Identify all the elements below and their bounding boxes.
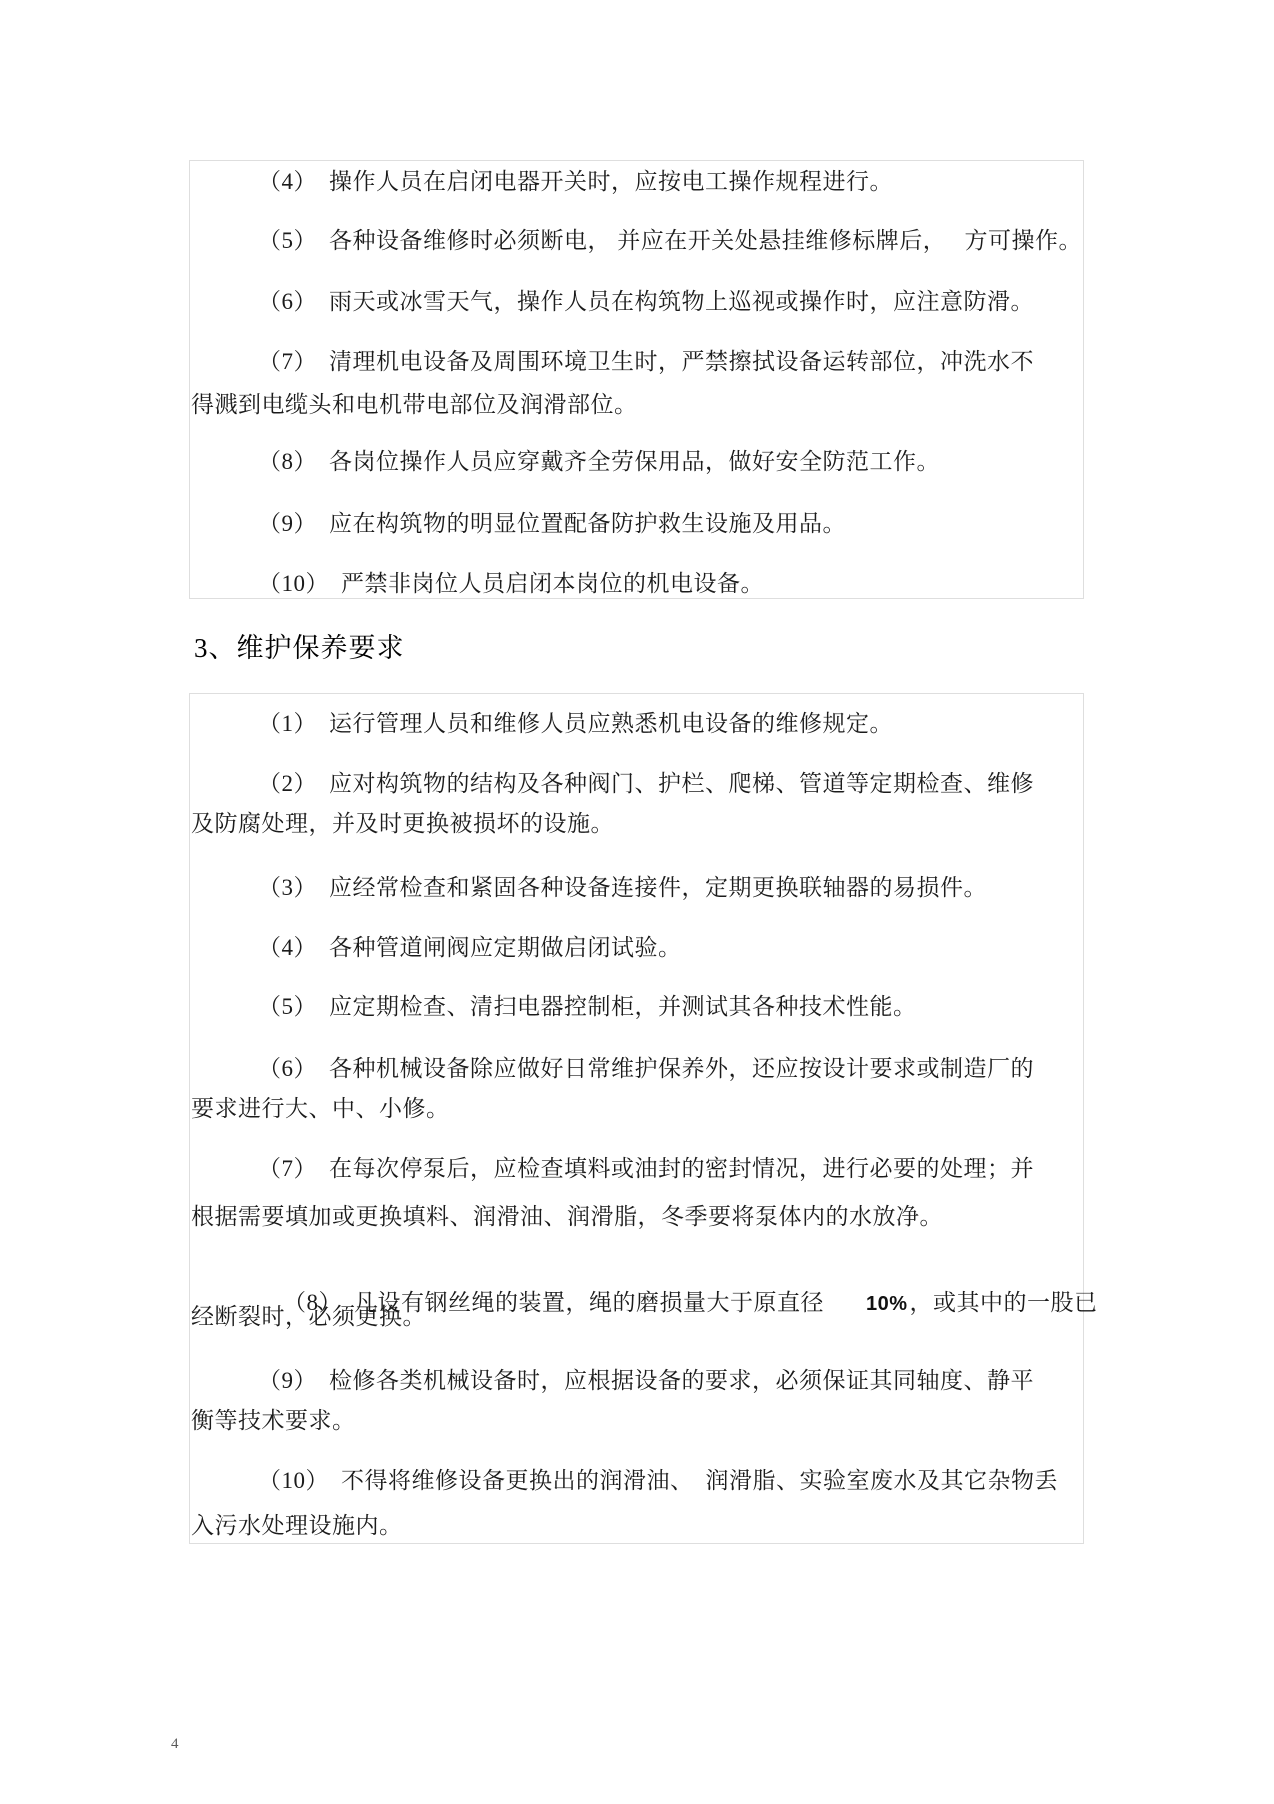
- paragraph-line: 得溅到电缆头和电机带电部位及润滑部位。: [191, 392, 638, 417]
- paragraph-line: （10） 不得将维修设备更换出的润滑油、 润滑脂、实验室废水及其它杂物丢: [258, 1468, 1058, 1493]
- paragraph-text: ，或其中的一股已: [909, 1289, 1098, 1315]
- paragraph-line: （8） 各岗位操作人员应穿戴齐全劳保用品，做好安全防范工作。: [258, 449, 940, 474]
- paragraph-line: （6） 雨天或冰雪天气，操作人员在构筑物上巡视或操作时，应注意防滑。: [258, 289, 1034, 314]
- paragraph-line: （3） 应经常检查和紧固各种设备连接件，定期更换联轴器的易损件。: [258, 875, 987, 900]
- paragraph-line: 要求进行大、中、小修。: [191, 1096, 450, 1121]
- paragraph-line: 衡等技术要求。: [191, 1408, 356, 1433]
- paragraph-line: 及防腐处理，并及时更换被损坏的设施。: [191, 811, 614, 836]
- section-heading: 3、维护保养要求: [194, 633, 405, 663]
- paragraph-line: 经断裂时，必须更换。: [191, 1304, 426, 1329]
- percent-value: 10%: [866, 1292, 908, 1315]
- paragraph-line: （7） 清理机电设备及周围环境卫生时，严禁擦拭设备运转部位，冲洗水不: [258, 349, 1034, 374]
- paragraph-line: （9） 应在构筑物的明显位置配备防护救生设施及用品。: [258, 511, 846, 536]
- paragraph-line: （5） 应定期检查、清扫电器控制柜，并测试其各种技术性能。: [258, 994, 917, 1019]
- paragraph-line: （5） 各种设备维修时必须断电， 并应在开关处悬挂维修标牌后， 方可操作。: [258, 228, 1082, 253]
- paragraph-line: （10） 严禁非岗位人员启闭本岗位的机电设备。: [258, 571, 764, 596]
- paragraph-line: 根据需要填加或更换填料、润滑油、润滑脂，冬季要将泵体内的水放净。: [191, 1204, 943, 1229]
- paragraph-line: （2） 应对构筑物的结构及各种阀门、护栏、爬梯、管道等定期检查、维修: [258, 771, 1034, 796]
- paragraph-line: （6） 各种机械设备除应做好日常维护保养外，还应按设计要求或制造厂的: [258, 1056, 1034, 1081]
- paragraph-line: （9） 检修各类机械设备时，应根据设备的要求，必须保证其同轴度、静平: [258, 1368, 1034, 1393]
- paragraph-line: （7） 在每次停泵后，应检查填料或油封的密封情况，进行必要的处理；并: [258, 1156, 1034, 1181]
- paragraph-line: （1） 运行管理人员和维修人员应熟悉机电设备的维修规定。: [258, 711, 893, 736]
- paragraph-line: （4） 操作人员在启闭电器开关时，应按电工操作规程进行。: [258, 169, 893, 194]
- paragraph-text: （8） 凡设有钢丝绳的装置，绳的磨损量大于原直径: [283, 1289, 824, 1315]
- paragraph-line: 入污水处理设施内。: [191, 1513, 403, 1538]
- paragraph-line: （4） 各种管道闸阀应定期做启闭试验。: [258, 935, 682, 960]
- page-number: 4: [171, 1736, 179, 1752]
